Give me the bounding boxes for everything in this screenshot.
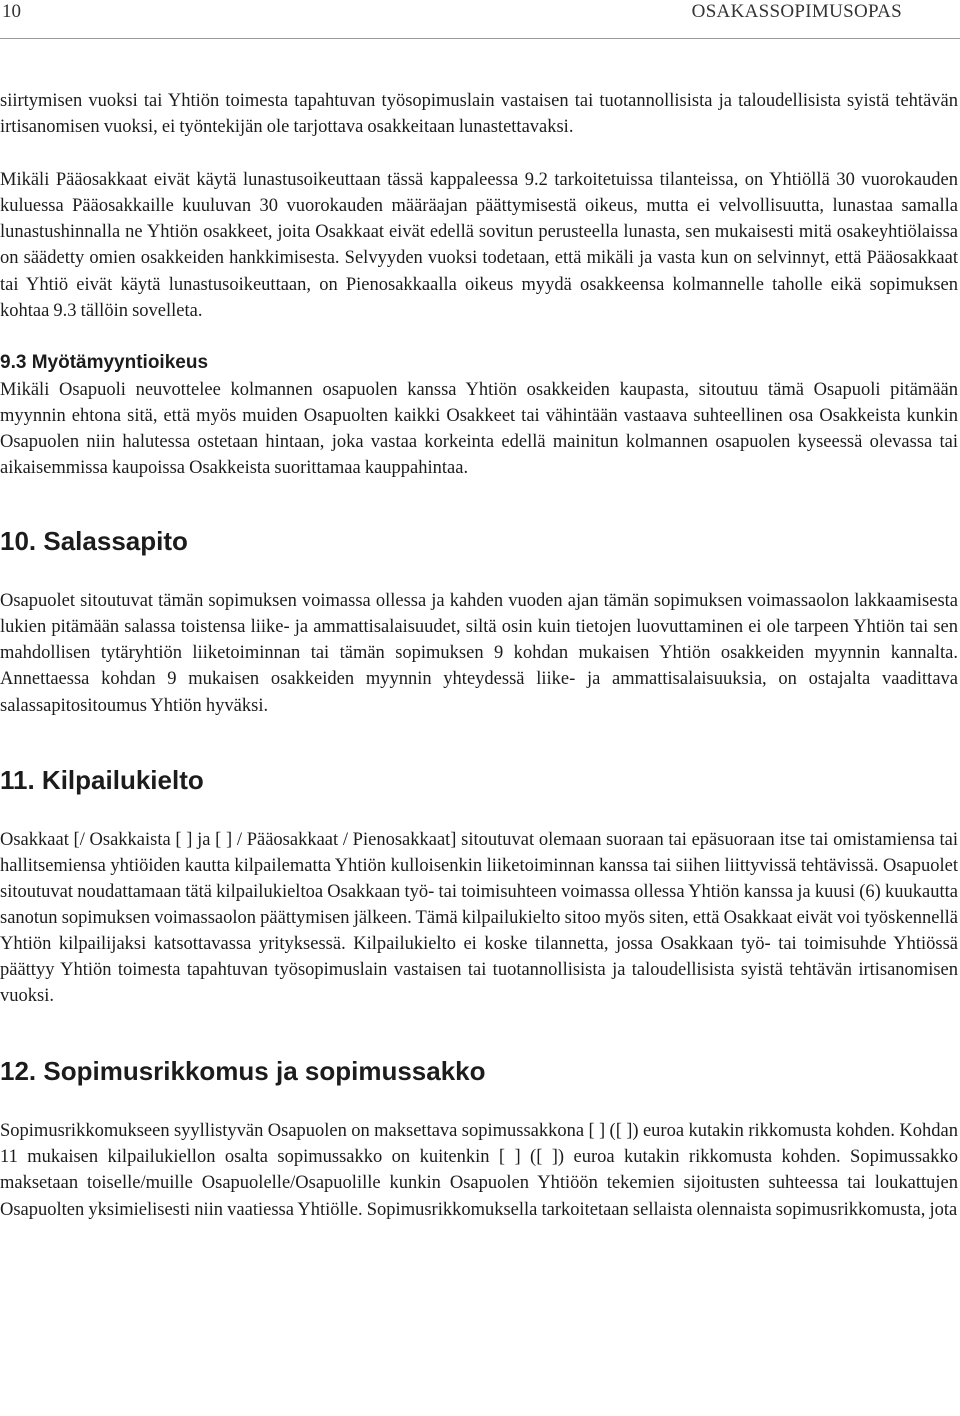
section-text-11: Osakkaat [/ Osakkaista [ ] ja [ ] / Pääosakkaat / Pienosakkaat] sitoutuvat olemaan suoraan tai epäsuoraan itse tai omistamiensa tai hallitsemiensa yhtiöiden kautta kilpailematta Yhtiön kulloisenkin liiketoiminnan kanssa tai siihen liittyvissä tehtävissä. Osapuolet sitoutuvat noudattamaan tätä kilpailukieltoa Osakkaan työ- tai toimisuhteen voimassa ollessa Yhtiön kanssa ja kuusi (6) kuukautta sanotun sopimuksen voimassaolon päättymisen jälkeen. Tämä kilpailukielto sitoo myös siten, että Osakkaat eivät voi työskennellä Yhtiön kilpailijaksi katsottavassa yrityksessä. Kilpailukielto ei koske tilannetta, jossa Osakkaan työ- tai toimisuhde Yhtiössä päättyy Yhtiön toimesta tapahtuvan työsopimuslain vastaisen tai tuotannollisista ja taloudellisista syistä tehtävän irtisanomisen vuoksi. <box>0 829 958 1007</box>
section-heading-11: 11. Kilpailukielto <box>0 764 204 795</box>
running-title: OSAKASSOPIMUSOPAS <box>691 1 902 22</box>
header-divider <box>0 38 960 39</box>
section-text-12: Sopimusrikkomukseen syyllistyvän Osapuolen on maksettava sopimussakkona [ ] ([ ]) euroa kutakin rikkomusta kohden. Kohdan 11 mukaisen kilpailukiellon osalta sopimussakko on kuitenkin [ ] ([ ]) euroa kutakin rikkomusta kohden. Sopimussakko maksetaan toiselle/muille Osapuolelle/Osapuolille kunkin Osapuolen Yhtiöön tekemien sijoitusten suhteessa tai loukattujen Osapuolten yksimielisesti niin vaatiessa Yhtiölle. Sopimusrikkomuksella tarkoitetaan sellaista olennaista sopimusrikkomusta, jota <box>0 1121 958 1220</box>
document-body <box>0 88 958 1223</box>
section-heading-9-3: 9.3 Myötämyyntioikeus <box>0 351 209 373</box>
section-heading-12: 12. Sopimusrikkomus ja sopimussakko <box>0 1056 486 1087</box>
paragraph-redemption-right: Mikäli Pääosakkaat eivät käytä lunastusoikeuttaan tässä kappaleessa 9.2 tarkoitetuissa tilanteissa, on Yhtiöllä 30 vuorokauden kuluessa Pääosakkaille kuuluvan 30 vuorokauden määräajan päättymisestä oikeus, mutta ei velvollisuutta, lunastaa samalla lunastushinnalla ne Yhtiön osakkeet, joita Osakkaat eivät edellä sovitun perusteella lunasta, sen mukaisesti mitä osakeyhtiölaissa on säädetty omien osakkeiden hankkimisesta. Selvyyden vuoksi todetaan, että mikäli ja vasta kun on selvinnyt, että Pääosakkaat tai Yhtiö eivät käytä lunastusoikeuttaan, on Pienosakkaalla oikeus myydä osakkeensa kolmannelle taholle eikä sopimuksen kohtaa 9.3 tällöin sovelleta. <box>0 170 958 321</box>
page-number: 10 <box>2 1 21 22</box>
section-text-10: Osapuolet sitoutuvat tämän sopimuksen voimassa ollessa ja kahden vuoden ajan tämän sopimuksen voimassaolon lakkaamisesta lukien pitämään salassa toistensa liike- ja ammattisalaisuudet, siltä osin kuin tietojen luovuttaminen ei ole tarpeen Yhtiön tai sen mahdollisen tytäryhtiön liiketoiminnan tai tämän sopimuksen 9 kohdan mukaisen Yhtiön osakkeiden myynnin kannalta. Annettaessa kohdan 9 mukaisen osakkeiden myynnin yhteydessä liike- ja ammattisalaisuuksia, on ostajalta vaadittava salassapitositoumus Yhtiön hyväksi. <box>0 591 958 716</box>
page-header <box>0 0 960 40</box>
section-text-9-3: Mikäli Osapuoli neuvottelee kolmannen osapuolen kanssa Yhtiön osakkeiden kaupasta, sitoutuu tämä Osapuoli pitämään myynnin ehtona sitä, että myös muiden Osapuolten kaikki Osakkeet tai vähintään vastaava suhteellinen osa Osakkeista kunkin Osapuolen niin halutessa ostetaan hintaan, joka vastaa korkeinta edellä mainitun kolmannen osapuolen kyseessä olevassa tai aikaisemmissa kaupoissa Osakkeista suorittamaa kauppahintaa. <box>0 379 958 479</box>
section-heading-10: 10. Salassapito <box>0 526 188 557</box>
paragraph-continuation: siirtymisen vuoksi tai Yhtiön toimesta tapahtuvan työsopimuslain vastaisen tai tuotannollisista ja taloudellisista syistä tehtävän irtisanomisen vuoksi, ei työntekijän ole tarjottava osakkeitaan lunastettavaksi. <box>0 91 958 138</box>
